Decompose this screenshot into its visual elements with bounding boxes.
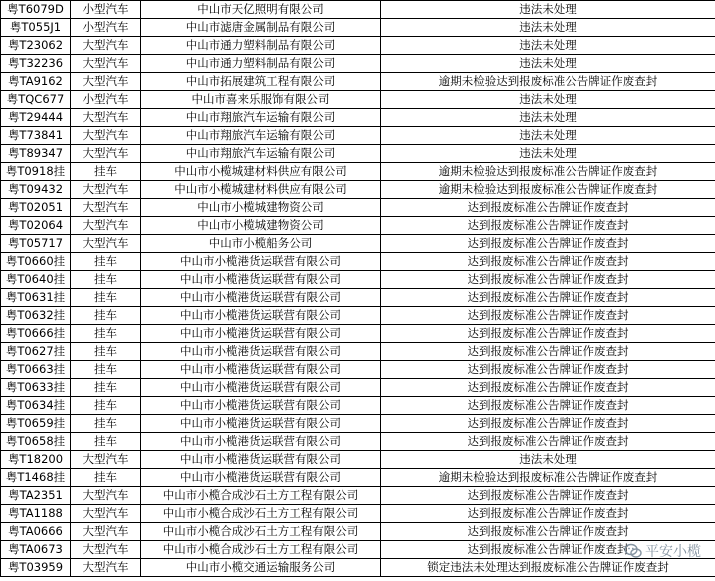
cell-company: 中山市小榄港货运联营有限公司 bbox=[141, 307, 381, 325]
cell-status: 达到报废标准公告牌证作废查封 bbox=[381, 487, 715, 505]
cell-type: 大型汽车 bbox=[71, 505, 141, 523]
cell-plate: 粤T03959 bbox=[1, 559, 71, 577]
table-row bbox=[1, 325, 715, 343]
cell-status: 达到报废标准公告牌证作废查封 bbox=[381, 253, 715, 271]
cell-status: 达到报废标准公告牌证作废查封 bbox=[381, 505, 715, 523]
cell-status: 违法未处理 bbox=[381, 55, 715, 73]
cell-status: 达到报废标准公告牌证作废查封 bbox=[381, 523, 715, 541]
table-row bbox=[1, 343, 715, 361]
cell-status: 逾期未检验达到报废标准公告牌证作废查封 bbox=[381, 181, 715, 199]
cell-company: 中山市小榄港货运联营有限公司 bbox=[141, 289, 381, 307]
cell-type: 挂车 bbox=[71, 289, 141, 307]
cell-plate: 粤T0666挂 bbox=[1, 325, 71, 343]
cell-plate: 粤T32236 bbox=[1, 55, 71, 73]
cell-type: 挂车 bbox=[71, 271, 141, 289]
cell-plate: 粤T02051 bbox=[1, 199, 71, 217]
cell-plate: 粤T0634挂 bbox=[1, 397, 71, 415]
cell-status: 达到报废标准公告牌证作废查封 bbox=[381, 235, 715, 253]
table-row bbox=[1, 289, 715, 307]
cell-company: 中山市小榄港货运联营有限公司 bbox=[141, 361, 381, 379]
cell-status: 违法未处理 bbox=[381, 19, 715, 37]
cell-company: 中山市通力塑料制品有限公司 bbox=[141, 55, 381, 73]
cell-plate: 粤T1468挂 bbox=[1, 469, 71, 487]
table-row bbox=[1, 361, 715, 379]
cell-plate: 粤T0658挂 bbox=[1, 433, 71, 451]
cell-plate: 粤T0640挂 bbox=[1, 271, 71, 289]
cell-plate: 粤T0632挂 bbox=[1, 307, 71, 325]
table-row bbox=[1, 235, 715, 253]
cell-status: 达到报废标准公告牌证作废查封 bbox=[381, 307, 715, 325]
cell-type: 大型汽车 bbox=[71, 145, 141, 163]
cell-company: 中山市小榄交通运输服务公司 bbox=[141, 559, 381, 577]
cell-type: 小型汽车 bbox=[71, 1, 141, 19]
cell-type: 挂车 bbox=[71, 415, 141, 433]
cell-status: 违法未处理 bbox=[381, 37, 715, 55]
table-row bbox=[1, 397, 715, 415]
cell-type: 大型汽车 bbox=[71, 37, 141, 55]
cell-company: 中山市拓展建筑工程有限公司 bbox=[141, 73, 381, 91]
table-row bbox=[1, 181, 715, 199]
cell-plate: 粤TA2351 bbox=[1, 487, 71, 505]
cell-company: 中山市小榄港货运联营有限公司 bbox=[141, 397, 381, 415]
table-row bbox=[1, 1, 715, 19]
cell-status: 违法未处理 bbox=[381, 91, 715, 109]
cell-company: 中山市小榄合成沙石土方工程有限公司 bbox=[141, 487, 381, 505]
cell-status: 达到报废标准公告牌证作废查封 bbox=[381, 217, 715, 235]
cell-status: 违法未处理 bbox=[381, 1, 715, 19]
cell-company: 中山市小榄港货运联营有限公司 bbox=[141, 253, 381, 271]
table-row bbox=[1, 55, 715, 73]
table-row bbox=[1, 73, 715, 91]
cell-type: 大型汽车 bbox=[71, 55, 141, 73]
cell-status: 达到报废标准公告牌证作废查封 bbox=[381, 397, 715, 415]
cell-type: 大型汽车 bbox=[71, 541, 141, 559]
table-row bbox=[1, 109, 715, 127]
cell-plate: 粤T02064 bbox=[1, 217, 71, 235]
cell-status: 违法未处理 bbox=[381, 109, 715, 127]
table-row bbox=[1, 127, 715, 145]
cell-plate: 粤T05717 bbox=[1, 235, 71, 253]
cell-company: 中山市小榄合成沙石土方工程有限公司 bbox=[141, 523, 381, 541]
cell-type: 大型汽车 bbox=[71, 127, 141, 145]
cell-type: 挂车 bbox=[71, 379, 141, 397]
cell-company: 中山市小榄港货运联营有限公司 bbox=[141, 469, 381, 487]
watermark-text: 平安小榄 bbox=[645, 544, 701, 560]
cell-plate: 粤T09432 bbox=[1, 181, 71, 199]
cell-company: 中山市小榄合成沙石土方工程有限公司 bbox=[141, 541, 381, 559]
cell-status: 达到报废标准公告牌证作废查封 bbox=[381, 541, 715, 559]
cell-type: 大型汽车 bbox=[71, 73, 141, 91]
cell-type: 小型汽车 bbox=[71, 19, 141, 37]
cell-plate: 粤TQC677 bbox=[1, 91, 71, 109]
table-row bbox=[1, 487, 715, 505]
table-row bbox=[1, 451, 715, 469]
cell-type: 大型汽车 bbox=[71, 451, 141, 469]
cell-plate: 粤T0659挂 bbox=[1, 415, 71, 433]
cell-company: 中山市通力塑料制品有限公司 bbox=[141, 37, 381, 55]
cell-company: 中山市小榄港货运联营有限公司 bbox=[141, 433, 381, 451]
cell-status: 达到报废标准公告牌证作废查封 bbox=[381, 415, 715, 433]
cell-company: 中山市小榄港货运联营有限公司 bbox=[141, 343, 381, 361]
cell-company: 中山市小榄城建材料供应有限公司 bbox=[141, 181, 381, 199]
cell-plate: 粤T0631挂 bbox=[1, 289, 71, 307]
cell-type: 挂车 bbox=[71, 325, 141, 343]
cell-company: 中山市小榄港货运联营有限公司 bbox=[141, 271, 381, 289]
table-row bbox=[1, 505, 715, 523]
cell-plate: 粤T73841 bbox=[1, 127, 71, 145]
cell-type: 大型汽车 bbox=[71, 235, 141, 253]
cell-status: 达到报废标准公告牌证作废查封 bbox=[381, 343, 715, 361]
cell-type: 挂车 bbox=[71, 163, 141, 181]
cell-company: 中山市小榄城建材料供应有限公司 bbox=[141, 163, 381, 181]
cell-status: 达到报废标准公告牌证作废查封 bbox=[381, 289, 715, 307]
table-row bbox=[1, 523, 715, 541]
table-row bbox=[1, 217, 715, 235]
cell-type: 挂车 bbox=[71, 361, 141, 379]
table-row bbox=[1, 37, 715, 55]
cell-company: 中山市翔旅汽车运输有限公司 bbox=[141, 127, 381, 145]
cell-type: 挂车 bbox=[71, 343, 141, 361]
vehicle-table-body bbox=[1, 1, 715, 577]
cell-plate: 粤T0633挂 bbox=[1, 379, 71, 397]
cell-plate: 粤T0663挂 bbox=[1, 361, 71, 379]
cell-plate: 粤T0660挂 bbox=[1, 253, 71, 271]
table-row bbox=[1, 163, 715, 181]
cell-company: 中山市翔旅汽车运输有限公司 bbox=[141, 109, 381, 127]
cell-type: 挂车 bbox=[71, 469, 141, 487]
cell-type: 小型汽车 bbox=[71, 91, 141, 109]
cell-type: 大型汽车 bbox=[71, 181, 141, 199]
cell-plate: 粤T18200 bbox=[1, 451, 71, 469]
cell-status: 达到报废标准公告牌证作废查封 bbox=[381, 271, 715, 289]
table-row bbox=[1, 91, 715, 109]
cell-status: 达到报废标准公告牌证作废查封 bbox=[381, 433, 715, 451]
cell-company: 中山市天亿照明有限公司 bbox=[141, 1, 381, 19]
cell-company: 中山市喜来乐服饰有限公司 bbox=[141, 91, 381, 109]
cell-plate: 粤TA9162 bbox=[1, 73, 71, 91]
cell-status: 达到报废标准公告牌证作废查封 bbox=[381, 361, 715, 379]
cell-company: 中山市小榄港货运联营有限公司 bbox=[141, 379, 381, 397]
cell-plate: 粤T89347 bbox=[1, 145, 71, 163]
cell-type: 大型汽车 bbox=[71, 217, 141, 235]
cell-plate: 粤T6079D bbox=[1, 1, 71, 19]
cell-type: 大型汽车 bbox=[71, 523, 141, 541]
cell-type: 挂车 bbox=[71, 307, 141, 325]
cell-company: 中山市小榄城建物资公司 bbox=[141, 217, 381, 235]
cell-status: 达到报废标准公告牌证作废查封 bbox=[381, 379, 715, 397]
cell-type: 挂车 bbox=[71, 433, 141, 451]
table-row bbox=[1, 415, 715, 433]
cell-plate: 粤TA1188 bbox=[1, 505, 71, 523]
cell-status: 违法未处理 bbox=[381, 127, 715, 145]
cell-status: 达到报废标准公告牌证作废查封 bbox=[381, 199, 715, 217]
cell-status: 违法未处理 bbox=[381, 145, 715, 163]
table-row bbox=[1, 253, 715, 271]
table-row bbox=[1, 199, 715, 217]
cell-status: 逾期未检验达到报废标准公告牌证作废查封 bbox=[381, 163, 715, 181]
cell-company: 中山市滤唐金属制品有限公司 bbox=[141, 19, 381, 37]
cell-plate: 粤T23062 bbox=[1, 37, 71, 55]
cell-company: 中山市小榄船务公司 bbox=[141, 235, 381, 253]
cell-company: 中山市小榄港货运联营有限公司 bbox=[141, 325, 381, 343]
cell-type: 大型汽车 bbox=[71, 487, 141, 505]
table-row bbox=[1, 541, 715, 559]
table-row bbox=[1, 145, 715, 163]
cell-company: 中山市小榄港货运联营有限公司 bbox=[141, 451, 381, 469]
cell-plate: 粤TA0673 bbox=[1, 541, 71, 559]
cell-type: 挂车 bbox=[71, 253, 141, 271]
cell-company: 中山市翔旅汽车运输有限公司 bbox=[141, 145, 381, 163]
cell-type: 大型汽车 bbox=[71, 199, 141, 217]
cell-plate: 粤T0627挂 bbox=[1, 343, 71, 361]
cell-type: 挂车 bbox=[71, 397, 141, 415]
cell-status: 达到报废标准公告牌证作废查封 bbox=[381, 325, 715, 343]
cell-plate: 粤T055J1 bbox=[1, 19, 71, 37]
cell-company: 中山市小榄城建物资公司 bbox=[141, 199, 381, 217]
table-row bbox=[1, 271, 715, 289]
cell-plate: 粤T29444 bbox=[1, 109, 71, 127]
cell-status: 违法未处理 bbox=[381, 451, 715, 469]
cell-status: 锁定违法未处理达到报废标准公告牌证作废查封 bbox=[381, 559, 715, 577]
table-row bbox=[1, 559, 715, 577]
cell-company: 中山市小榄合成沙石土方工程有限公司 bbox=[141, 505, 381, 523]
cell-company: 中山市小榄港货运联营有限公司 bbox=[141, 415, 381, 433]
table-row bbox=[1, 307, 715, 325]
table-row bbox=[1, 433, 715, 451]
table-row bbox=[1, 379, 715, 397]
cell-status: 逾期未检验达到报废标准公告牌证作废查封 bbox=[381, 73, 715, 91]
table-row bbox=[1, 469, 715, 487]
cell-type: 大型汽车 bbox=[71, 109, 141, 127]
cell-plate: 粤TA0666 bbox=[1, 523, 71, 541]
cell-type: 大型汽车 bbox=[71, 559, 141, 577]
cell-plate: 粤T0918挂 bbox=[1, 163, 71, 181]
cell-status: 逾期未检验达到报废标准公告牌证作废查封 bbox=[381, 469, 715, 487]
table-row bbox=[1, 19, 715, 37]
